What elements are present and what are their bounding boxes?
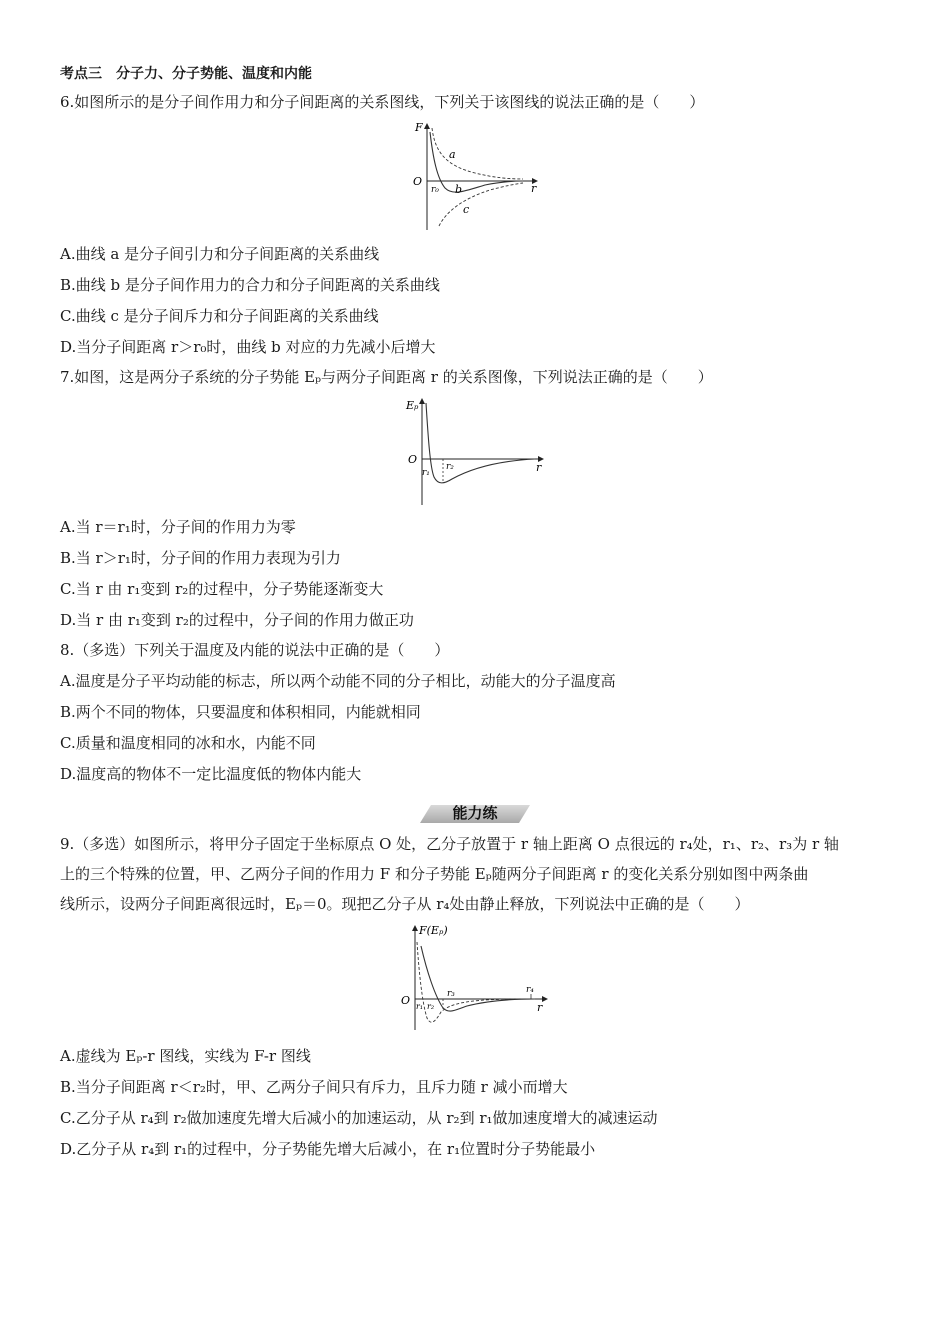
label-r: r: [536, 461, 542, 474]
question-8-stem: 8.（多选）下列关于温度及内能的说法中正确的是（ ）: [60, 641, 450, 659]
question-9-stem-line-2: 上的三个特殊的位置，甲、乙两分子间的作用力 F 和分子势能 Eₚ随两分子间距离 r 的变化关系分别如图中两条曲: [60, 865, 809, 883]
curve-b: [430, 132, 523, 192]
curve-ep: [426, 403, 535, 483]
label-r: r: [531, 182, 537, 195]
curve-c: [439, 183, 523, 226]
question-9-stem-line-3: 线所示，设两分子间距离很远时，Eₚ＝0。现把乙分子从 r₄处由静止释放，下列说法中正确的是（ ）: [60, 895, 750, 913]
label-r4: r₄: [526, 985, 534, 995]
label-O: O: [401, 994, 411, 1007]
label-r0: r₀: [431, 185, 439, 195]
label-r2: r₂: [427, 1002, 435, 1011]
label-O: O: [413, 175, 423, 188]
label-Ep: Eₚ: [406, 399, 419, 412]
ability-practice-banner: [420, 802, 530, 824]
q8-option-a: A.温度是分子平均动能的标志，所以两个动能不同的分子相比，动能大的分子温度高: [60, 672, 616, 690]
q7-option-c: C.当 r 由 r₁变到 r₂的过程中，分子势能逐渐变大: [60, 580, 384, 598]
label-r2: r₂: [446, 462, 454, 472]
figure-force-distance: [405, 118, 545, 233]
label-r1: r₁: [416, 1002, 424, 1011]
q7-option-a: A.当 r＝r₁时，分子间的作用力为零: [60, 518, 296, 536]
q9-option-c: C.乙分子从 r₄到 r₂做加速度先增大后减小的加速运动，从 r₂到 r₁做加速度增大的减速运动: [60, 1109, 658, 1127]
q8-option-c: C.质量和温度相同的冰和水，内能不同: [60, 734, 316, 752]
label-r: r: [537, 1001, 543, 1014]
q9-option-d: D.乙分子从 r₄到 r₁的过程中，分子势能先增大后减小，在 r₁位置时分子势能最小: [60, 1140, 596, 1158]
curve-solid: [421, 946, 535, 1011]
label-r3: r₃: [447, 989, 455, 999]
figure-potential-energy: [400, 395, 550, 507]
label-r1: r₁: [422, 468, 430, 478]
q6-option-d: D.当分子间距离 r＞r₀时，曲线 b 对应的力先减小后增大: [60, 338, 436, 356]
curve-dashed: [417, 942, 535, 1022]
q8-option-d: D.温度高的物体不一定比温度低的物体内能大: [60, 765, 362, 783]
q7-option-d: D.当 r 由 r₁变到 r₂的过程中，分子间的作用力做正功: [60, 611, 414, 629]
label-F: F: [415, 121, 423, 134]
q6-option-a: A.曲线 a 是分子间引力和分子间距离的关系曲线: [60, 245, 380, 263]
curve-a: [432, 128, 523, 179]
section-title: 考点三 分子力、分子势能、温度和内能: [60, 66, 312, 82]
label-c: c: [463, 203, 470, 216]
q9-option-b: B.当分子间距离 r＜r₂时，甲、乙两分子间只有斥力，且斥力随 r 减小而增大: [60, 1078, 568, 1096]
label-F-Ep: F(Eₚ): [419, 924, 448, 937]
q6-option-c: C.曲线 c 是分子间斥力和分子间距离的关系曲线: [60, 307, 379, 325]
question-9-stem-line-1: 9.（多选）如图所示，将甲分子固定于坐标原点 O 处，乙分子放置于 r 轴上距离 O 点很远的 r₄处，r₁、r₂、r₃为 r 轴: [60, 835, 839, 853]
q6-option-b: B.曲线 b 是分子间作用力的合力和分子间距离的关系曲线: [60, 276, 440, 294]
figure-force-and-potential: [395, 922, 555, 1034]
label-b: b: [455, 183, 463, 196]
label-O: O: [408, 453, 418, 466]
q9-option-a: A.虚线为 Eₚ-r 图线，实线为 F-r 图线: [60, 1047, 311, 1065]
q7-option-b: B.当 r＞r₁时，分子间的作用力表现为引力: [60, 549, 341, 567]
label-a: a: [449, 148, 456, 161]
question-7-stem: 7.如图，这是两分子系统的分子势能 Eₚ与两分子间距离 r 的关系图像，下列说法正确的是（ ）: [60, 368, 713, 386]
q8-option-b: B.两个不同的物体，只要温度和体积相同，内能就相同: [60, 703, 421, 721]
banner-label: 能力练: [452, 804, 498, 822]
question-6-stem: 6.如图所示的是分子间作用力和分子间距离的关系图线，下列关于该图线的说法正确的是（ ）: [60, 93, 705, 111]
